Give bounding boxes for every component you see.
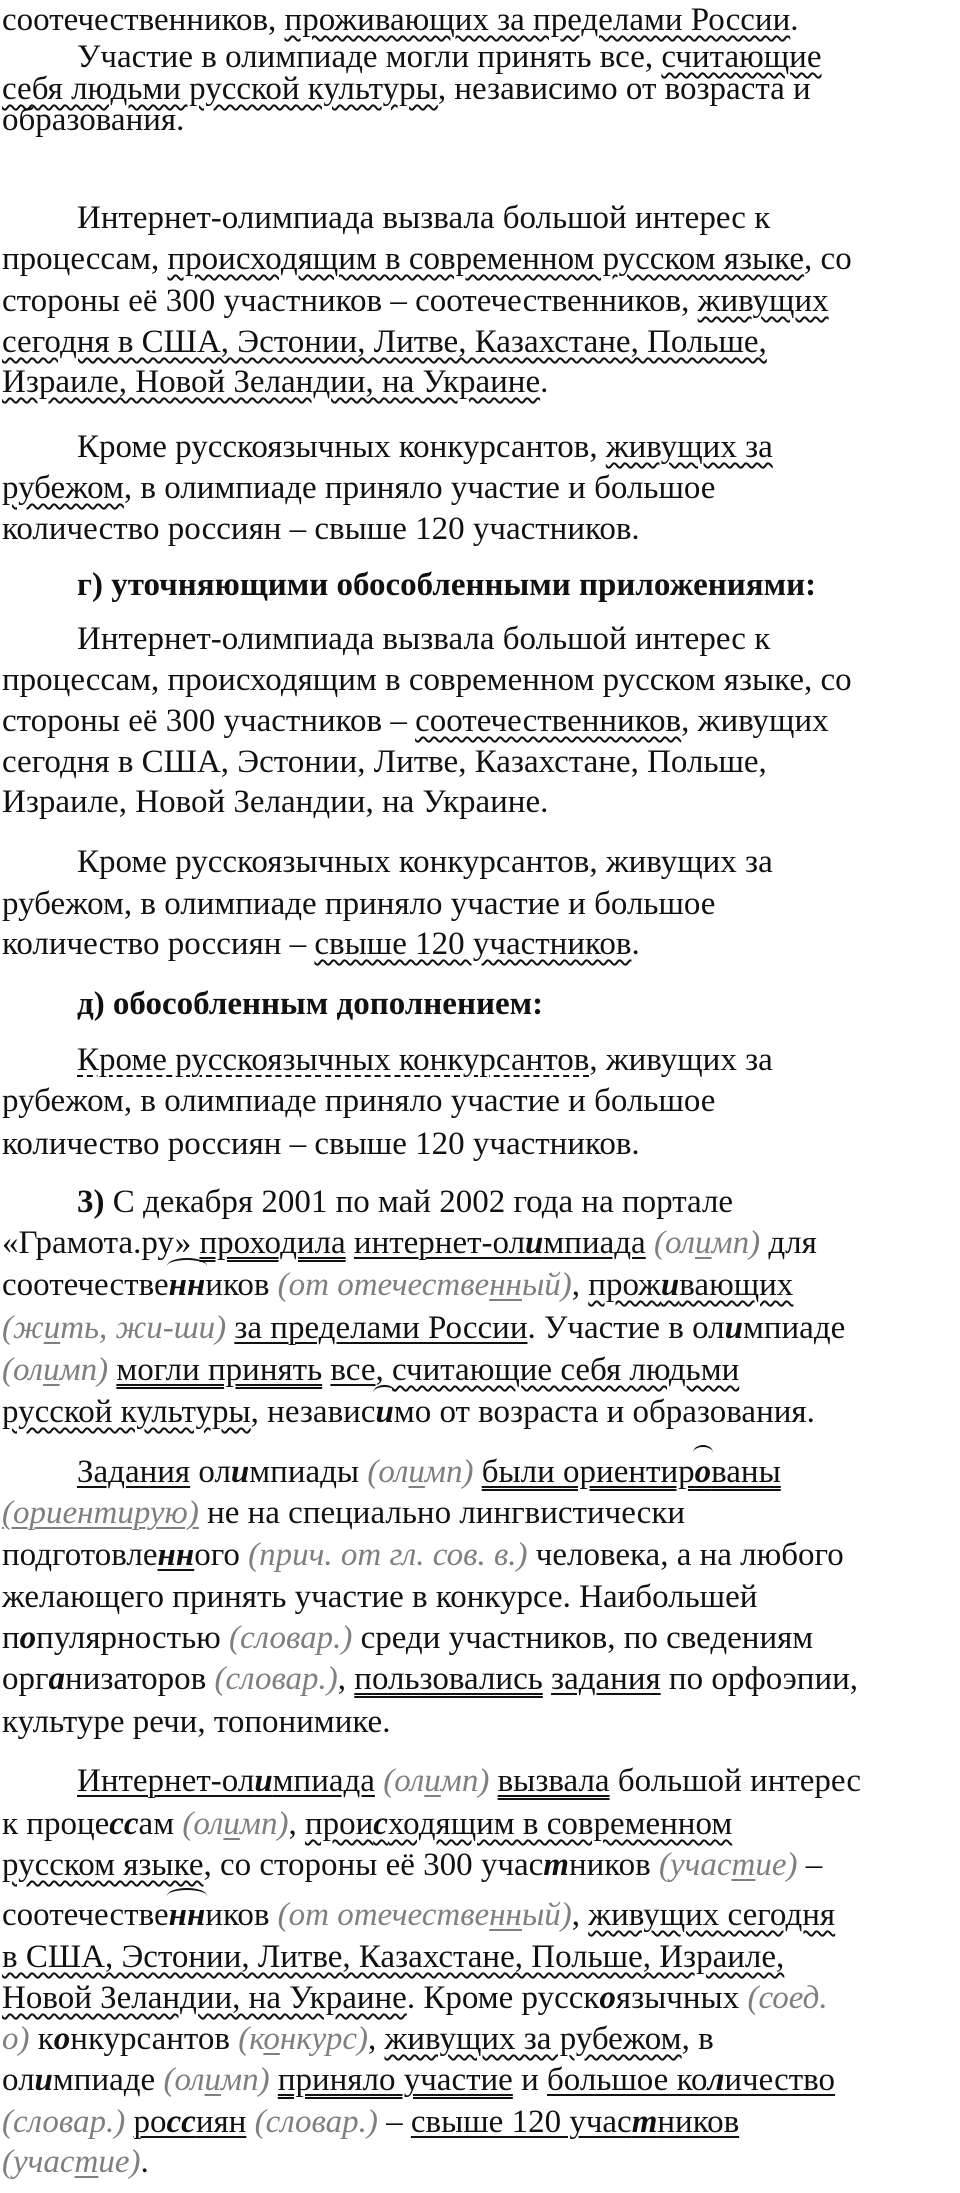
text-line	[2, 1896, 835, 1934]
text-run: . Участие в ол	[527, 1310, 725, 1346]
etymology-note: (словар.)	[254, 2104, 378, 2140]
text-run: «Грамота.ру»	[2, 1225, 200, 1261]
text-run: ,	[571, 1267, 589, 1303]
marked-phrase: прож	[588, 1267, 661, 1303]
text-run: пулярностью	[36, 1620, 230, 1656]
text-line	[2, 1494, 685, 1532]
text-run: Кроме русскоязычных конкурсантов, живущих за	[77, 844, 773, 880]
text-run: ,	[337, 1661, 355, 1697]
text-line	[2, 101, 184, 139]
marked-phrase: Задания	[77, 1454, 191, 1490]
etymology-note: т	[74, 2144, 99, 2180]
text-line	[2, 363, 548, 401]
text-line	[2, 1125, 640, 1163]
marked-phrase: Новой Зеландии, на Украине	[2, 1980, 407, 2016]
etymology-note: ть, жи-ши)	[60, 1310, 227, 1346]
text-run: рубежом, в олимпиаде приняло участие и большое	[2, 1083, 716, 1119]
text-run: –	[797, 1847, 823, 1883]
text-run: по орфоэпии,	[660, 1661, 859, 1697]
text-line	[77, 1453, 781, 1491]
etymology-note: нн	[489, 1267, 522, 1303]
text-run	[489, 1763, 497, 1799]
text-run: иков	[205, 1897, 278, 1933]
etymology-note: (от отечестве	[277, 1897, 490, 1933]
text-run: большой интерес	[609, 1763, 862, 1799]
marked-phrase: происходящим в современном русском языке	[167, 241, 805, 277]
marked-phrase: пользовались	[354, 1661, 543, 1697]
text-run: желающего принять участие в конкурсе. Наибольшей	[2, 1579, 758, 1615]
etymology-note: нкурс)	[279, 2021, 369, 2057]
text-run: образования.	[2, 102, 185, 138]
text-line	[2, 783, 548, 821]
marked-phrase: ро	[133, 2104, 167, 2140]
marked-phrase: л	[707, 2062, 725, 2098]
text-run: стороны её 300 участников –	[2, 703, 416, 739]
etymology-note: (ол	[653, 1225, 696, 1261]
etymology-note: нн	[489, 1897, 522, 1933]
marked-phrase: свыше 120 учас	[410, 2104, 632, 2140]
text-line	[2, 885, 715, 923]
text-run: низаторов	[65, 1661, 215, 1697]
text-run: ников	[568, 1847, 659, 1883]
text-line	[77, 428, 773, 466]
marked-phrase: ходящим в современном	[387, 1806, 733, 1842]
marked-phrase: иян	[195, 2104, 247, 2140]
emphasis-run: о	[599, 1980, 616, 2016]
text-run: , независимо от возраста и	[437, 71, 811, 107]
text-run	[646, 1225, 654, 1261]
text-run: , живущих	[681, 703, 829, 739]
emphasis-run: 3)	[77, 1184, 105, 1220]
etymology-note: и	[43, 1310, 61, 1346]
text-line	[77, 1183, 733, 1221]
emphasis-run: нн	[168, 1267, 206, 1303]
text-run: подготовле	[2, 1537, 158, 1573]
etymology-note: и	[204, 2062, 222, 2098]
text-run: процессам, происходящим в современном русском языке, со	[2, 662, 852, 698]
etymology-note: и	[408, 1454, 425, 1490]
marked-phrase: были ориентир	[481, 1454, 695, 1490]
text-run: стороны её 300 участников – соотечественников,	[2, 283, 698, 319]
marked-phrase: большое ко	[547, 2062, 708, 2098]
text-run: иков	[205, 1267, 278, 1303]
text-line	[2, 2143, 149, 2181]
marked-phrase: и	[525, 1225, 544, 1261]
etymology-note: (ол	[163, 2062, 205, 2098]
text-run: для	[760, 1225, 817, 1261]
marked-phrase: ичество	[724, 2062, 836, 2098]
section-heading-g	[77, 566, 816, 604]
text-run: Интернет-олимпиада вызвала большой интерес к	[77, 200, 771, 236]
text-line	[2, 1805, 732, 1843]
text-line	[2, 2061, 835, 2099]
marked-phrase: с	[373, 1806, 388, 1842]
marked-phrase: сегодня в США, Эстонии, Литве, Казахстане, Польше,	[2, 324, 767, 360]
text-line	[2, 1619, 813, 1657]
text-run: соотечестве	[2, 1267, 169, 1303]
marked-phrase: т	[631, 2104, 658, 2140]
etymology-note: мп)	[424, 1454, 474, 1490]
text-run: . Кроме русск	[406, 1980, 600, 2016]
text-line	[2, 1224, 817, 1262]
text-line	[2, 1846, 822, 1884]
text-run: .	[540, 364, 549, 400]
etymology-note: (учас	[658, 1847, 732, 1883]
text-line	[2, 1979, 828, 2017]
text-run: , в олимпиаде приняло участие и большое	[123, 470, 716, 506]
emphasis-run: и	[34, 2062, 53, 2098]
text-run: количество россиян –	[2, 926, 315, 962]
text-line	[2, 2020, 714, 2058]
marked-phrase: вающих	[679, 1267, 794, 1303]
text-run: мпиады	[249, 1454, 368, 1490]
text-line	[77, 1762, 861, 1800]
text-line	[2, 1938, 784, 1976]
marked-phrase: мпиада	[272, 1763, 375, 1799]
text-line	[2, 702, 829, 740]
marked-phrase: живущих за рубежом	[384, 2021, 682, 2057]
text-run: среди участников, по сведениям	[352, 1620, 814, 1656]
text-run: –	[377, 2104, 411, 2140]
etymology-note: ый)	[521, 1897, 572, 1933]
marked-phrase: свыше 120 участников	[314, 926, 632, 962]
marked-phrase: вызвала	[497, 1763, 610, 1799]
text-line	[77, 199, 770, 237]
text-line	[2, 282, 829, 320]
emphasis-run: нн	[168, 1897, 206, 1933]
text-run: не на специально лингвистически	[198, 1495, 686, 1531]
etymology-note: (словар.)	[229, 1620, 353, 1656]
marked-phrase: задания	[551, 1661, 661, 1697]
marked-phrase: русской культуры	[2, 1394, 251, 1430]
marked-phrase: приняло участие	[277, 2062, 513, 2098]
text-run	[543, 1661, 551, 1697]
text-run: количество россиян – свыше 120 участников.	[2, 1126, 640, 1162]
marked-phrase: считающие себя людьми	[391, 1352, 740, 1388]
etymology-note: ие)	[98, 2144, 141, 2180]
text-run: Участие в олимпиаде могли принять все,	[77, 39, 662, 75]
text-line	[2, 510, 640, 548]
emphasis-run: и	[230, 1454, 250, 1490]
emphasis-run: и	[375, 1394, 394, 1430]
marked-phrase: Кроме русскоязычных конкурсантов	[77, 1042, 590, 1078]
emphasis-run: а	[48, 1661, 66, 1697]
text-line	[77, 843, 773, 881]
text-run: , живущих за	[589, 1042, 773, 1078]
etymology-note: мп)	[711, 1225, 761, 1261]
etymology-note: (словар.)	[214, 1661, 338, 1697]
marked-phrase: русском языке	[2, 1847, 204, 1883]
text-run: ол	[190, 1454, 231, 1490]
etymology-note: мп)	[59, 1352, 109, 1388]
marked-phrase: считающие	[661, 39, 822, 75]
text-run	[473, 1454, 481, 1490]
marked-phrase: за пределами России	[234, 1310, 528, 1346]
text-run: количество россиян – свыше 120 участников.	[2, 511, 640, 547]
etymology-note: и	[424, 1763, 441, 1799]
marked-phrase: сс	[166, 2104, 196, 2140]
text-run: соотечестве	[2, 1897, 169, 1933]
text-line	[77, 620, 770, 658]
text-run: Кроме русскоязычных конкурсантов,	[77, 429, 606, 465]
text-line	[2, 1266, 793, 1304]
text-run: ол	[2, 2062, 35, 2098]
text-line	[2, 323, 767, 361]
text-run	[375, 1763, 383, 1799]
etymology-note: (прич. от гл. сов. в.)	[248, 1537, 528, 1573]
text-line	[2, 240, 852, 278]
marked-phrase: интернет-ол	[353, 1225, 526, 1261]
etymology-note: (ол	[182, 1806, 224, 1842]
text-line	[2, 2103, 739, 2141]
text-run: .	[140, 2144, 149, 2180]
text-line	[2, 1, 798, 39]
marked-phrase: живущих сегодня	[588, 1897, 836, 1933]
text-run: С декабря 2001 по май 2002 года на портале	[104, 1184, 734, 1220]
text-run: орг	[2, 1661, 49, 1697]
etymology-note: и	[223, 1806, 240, 1842]
text-run: соотечественников,	[2, 2, 285, 38]
etymology-note: (ж	[2, 1310, 44, 1346]
text-line	[2, 1660, 858, 1698]
text-line	[2, 1309, 845, 1347]
etymology-note: (к	[238, 2021, 264, 2057]
marked-phrase: и	[660, 1267, 680, 1303]
text-run	[125, 2104, 133, 2140]
marked-phrase: проходила	[199, 1225, 346, 1261]
section-heading-d	[77, 985, 543, 1023]
marked-phrase: прои	[304, 1806, 374, 1842]
etymology-note: т	[731, 1847, 756, 1883]
text-line	[2, 661, 852, 699]
text-run: ,	[368, 2021, 385, 2057]
marked-phrase: в США, Эстонии, Литве, Казахстане, Польше, Израиле,	[2, 1939, 785, 1975]
text-run: п	[2, 1620, 20, 1656]
marked-phrase: себя людьми русской культуры	[2, 71, 438, 107]
text-run	[346, 1225, 354, 1261]
etymology-note: мп)	[440, 1763, 490, 1799]
text-run: процессам,	[2, 241, 168, 277]
marked-phrase: ников	[657, 2104, 740, 2140]
etymology-note: о	[263, 2021, 280, 2057]
text-run: Израиле, Новой Зеландии, на Украине.	[2, 784, 549, 820]
text-run: , в	[681, 2021, 714, 2057]
text-run: человека, а на любого	[527, 1537, 844, 1573]
text-run: и	[512, 2062, 547, 2098]
marked-phrase: могли принять	[116, 1352, 323, 1388]
text-run	[246, 2104, 254, 2140]
text-line	[2, 469, 715, 507]
text-run: , со стороны её 300 учас	[203, 1847, 544, 1883]
marked-phrase: соотечественников	[415, 703, 682, 739]
marked-phrase: рубежом	[2, 470, 124, 506]
emphasis-run: и	[724, 1310, 743, 1346]
text-run: .	[790, 2, 799, 38]
text-run: , со	[804, 241, 852, 277]
text-line	[77, 1041, 773, 1079]
etymology-note: и	[695, 1225, 712, 1261]
marked-phrase: и	[254, 1763, 273, 1799]
text-run: ,	[571, 1897, 589, 1933]
text-line	[2, 1578, 757, 1616]
marked-phrase: мпиада	[543, 1225, 646, 1261]
text-run: мо от возраста и образования.	[393, 1394, 815, 1430]
text-run	[270, 2062, 278, 2098]
emphasis-run: сс	[109, 1806, 139, 1842]
etymology-note: (ол	[2, 1352, 44, 1388]
etymology-note: (ол	[383, 1763, 425, 1799]
etymology-note: мп)	[221, 2062, 270, 2098]
text-run: мпиаде	[52, 2062, 164, 2098]
marked-phrase: ваны	[711, 1454, 781, 1490]
emphasis-run: д) обособленным дополнением:	[77, 986, 544, 1022]
emphasis-run: о	[53, 2021, 71, 2057]
marked-phrase: все	[330, 1352, 376, 1388]
etymology-note: (ол	[367, 1454, 409, 1490]
text-line	[2, 1082, 715, 1120]
text-run: ого	[194, 1537, 249, 1573]
text-run: к	[29, 2021, 54, 2057]
marked-phrase: живущих за	[605, 429, 773, 465]
text-run: , независ	[250, 1394, 376, 1430]
marked-phrase: Израиле, Новой Зеландии, на Украине	[2, 364, 541, 400]
marked-phrase: нн	[157, 1537, 195, 1573]
marked-phrase: живущих	[697, 283, 829, 319]
etymology-note: ие)	[755, 1847, 798, 1883]
text-line	[2, 1351, 739, 1389]
text-run: .	[631, 926, 640, 962]
emphasis-run: о	[19, 1620, 37, 1656]
etymology-note: и	[43, 1352, 60, 1388]
etymology-note: мп)	[239, 1806, 289, 1842]
emphasis-run: т	[543, 1847, 569, 1883]
etymology-note: (словар.)	[2, 2104, 126, 2140]
text-run: мпиаде	[742, 1310, 846, 1346]
etymology-note: (соед.	[747, 1980, 828, 2016]
etymology-note: о)	[2, 2021, 30, 2057]
text-run: культуре речи, топонимике.	[2, 1704, 391, 1740]
text-run: к проце	[2, 1806, 110, 1842]
marked-phrase: о	[694, 1454, 712, 1490]
text-line	[2, 743, 767, 781]
etymology-note: (учас	[2, 2144, 75, 2180]
text-run: Интернет-олимпиада вызвала большой интерес к	[77, 621, 771, 657]
text-run: сегодня в США, Эстонии, Литве, Казахстане, Польше,	[2, 744, 767, 780]
text-run: ,	[375, 1352, 392, 1388]
text-line	[2, 925, 640, 963]
etymology-note: (ориентирую)	[2, 1495, 199, 1531]
etymology-note: (от отечестве	[277, 1267, 490, 1303]
text-run: ам	[138, 1806, 183, 1842]
text-run: рубежом, в олимпиаде приняло участие и большое	[2, 886, 716, 922]
emphasis-run: г) уточняющими обособленными приложениями:	[77, 567, 817, 603]
text-run: язычных	[615, 1980, 748, 2016]
text-line	[2, 1393, 815, 1431]
marked-phrase: Интернет-ол	[77, 1763, 255, 1799]
text-run: ,	[288, 1806, 305, 1842]
marked-phrase: проживающих за пределами России	[284, 2, 791, 38]
text-run: нкурсантов	[70, 2021, 239, 2057]
text-line	[2, 1536, 844, 1574]
etymology-note: ый)	[521, 1267, 572, 1303]
text-line	[2, 1703, 390, 1741]
